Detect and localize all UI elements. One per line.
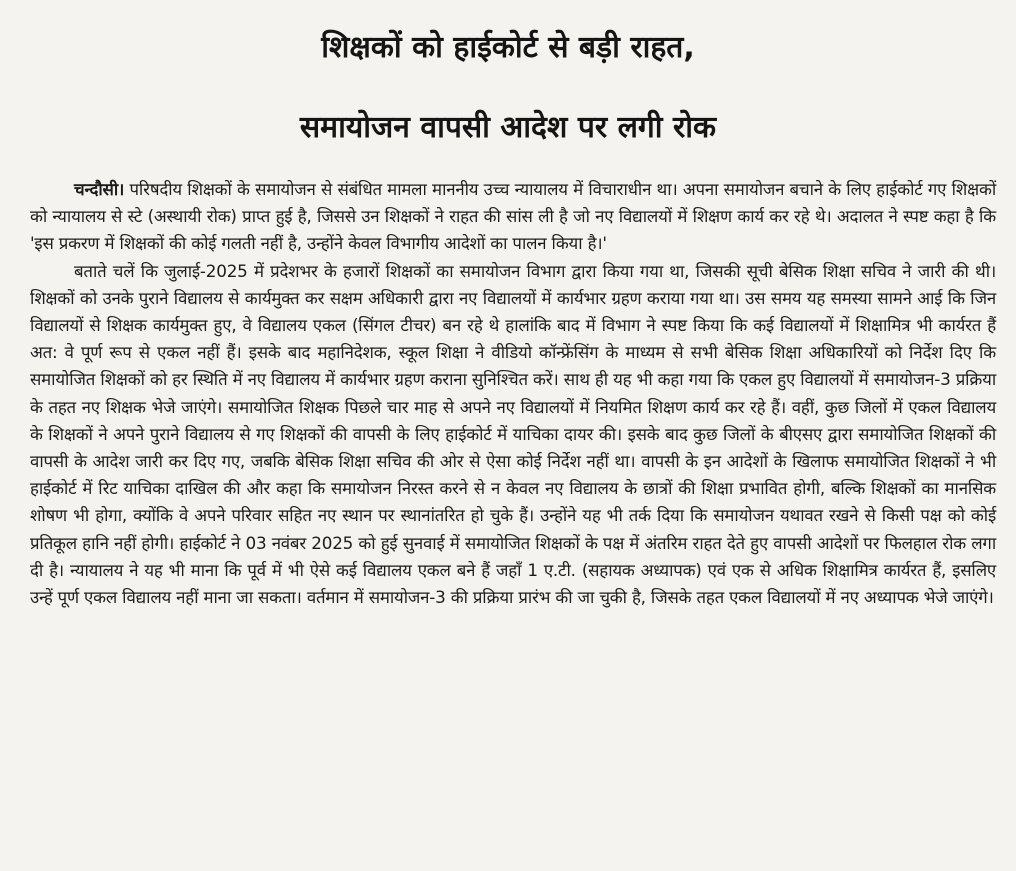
headline (0, 8, 1016, 168)
headline-line-1: शिक्षकों को हाईकोर्ट से बड़ी राहत, (321, 30, 695, 65)
headline-line-2: समायोजन वापसी आदेश पर लगी रोक (299, 110, 717, 145)
paragraph-1-text: परिषदीय शिक्षकों के समायोजन से संबंधित मामला माननीय उच्च न्यायालय में विचाराधीन था। अपना समायोजन बचाने के लिए हाईकोर्ट गए शिक्षकों को न्यायालय से स्टे (अस्थायी रोक) प्राप्त हुई है, जिससे उन शिक्षकों ने राहत की सांस ली है जो नए विद्यालयों में शिक्षण कार्य कर रहे थे। अदालत ने स्पष्ट कहा है कि 'इस प्रकरण में शिक्षकों की कोई गलती नहीं है, उन्होंने केवल विभागीय आदेशों का पालन किया है।' (30, 179, 996, 254)
paragraph-1 (30, 176, 996, 258)
article-body (30, 176, 996, 611)
paragraph-2: बताते चलें कि जुलाई-2025 में प्रदेशभर के हजारों शिक्षकों का समायोजन विभाग द्वारा किया गया था, जिसकी सूची बेसिक शिक्षा सचिव ने जारी की थी। शिक्षकों को उनके पुराने विद्यालय से कार्यमुक्त कर सक्षम अधिकारी द्वारा नए विद्यालयों में कार्यभार ग्रहण कराया गया था। उस समय यह समस्या सामने आई कि जिन विद्यालयों से शिक्षक कार्यमुक्त हुए, वे विद्यालय एकल (सिंगल टीचर) बन रहे थे हालांकि बाद में विभाग ने स्पष्ट किया कि कई विद्यालयों में शिक्षामित्र भी कार्यरत हैं अत: वे पूर्ण रूप से एकल नहीं हैं। इसके बाद महानिदेशक, स्कूल शिक्षा ने वीडियो कॉन्फ्रेंसिंग के माध्यम से सभी बेसिक शिक्षा अधिकारियों को निर्देश दिए कि समायोजित शिक्षकों को हर स्थिति में नए विद्यालय में कार्यभार ग्रहण कराना सुनिश्चित करें। साथ ही यह भी कहा गया कि एकल हुए विद्यालयों में समायोजन-3 प्रक्रिया के तहत नए शिक्षक भेजे जाएंगे। समायोजित शिक्षक पिछले चार माह से अपने नए विद्यालयों में नियमित शिक्षण कार्य कर रहे हैं। वहीं, कुछ जिलों में एकल विद्यालय के शिक्षकों ने अपने पुराने विद्यालय से गए शिक्षकों की वापसी के लिए हाईकोर्ट में याचिका दायर की। इसके बाद कुछ जिलों के बीएसए द्वारा समायोजित शिक्षकों की वापसी के आदेश जारी कर दिए गए, जबकि बेसिक शिक्षा सचिव की ओर से ऐसा कोई निर्देश नहीं था। वापसी के इन आदेशों के खिलाफ समायोजित शिक्षकों ने भी हाईकोर्ट में रिट याचिका दाखिल की और कहा कि समायोजन निरस्त करने से न केवल नए विद्यालय के छात्रों की शिक्षा प्रभावित होगी, बल्कि शिक्षकों का मानसिक शोषण भी होगा, क्योंकि वे अपने परिवार सहित नए स्थान पर स्थानांतरित हो चुके हैं। उन्होंने यह भी तर्क दिया कि समायोजन यथावत रखने से किसी पक्ष को कोई प्रतिकूल हानि नहीं होगी। हाईकोर्ट ने 03 नवंबर 2025 को हुई सुनवाई में समायोजित शिक्षकों के पक्ष में अंतरिम राहत देते हुए वापसी आदेशों पर फिलहाल रोक लगा दी है। न्यायालय ने यह भी माना कि पूर्व में भी ऐसे कई विद्यालय एकल बने हैं जहाँ 1 ए.टी. (सहायक अध्यापक) एवं एक से अधिक शिक्षामित्र कार्यरत हैं, इसलिए उन्हें पूर्ण एकल विद्यालय नहीं माना जा सकता। वर्तमान में समायोजन-3 की प्रक्रिया प्रारंभ की जा चुकी है, जिसके तहत एकल विद्यालयों में नए अध्यापक भेजे जाएंगे। (30, 260, 996, 608)
dateline: चन्दौसी। (74, 179, 125, 199)
